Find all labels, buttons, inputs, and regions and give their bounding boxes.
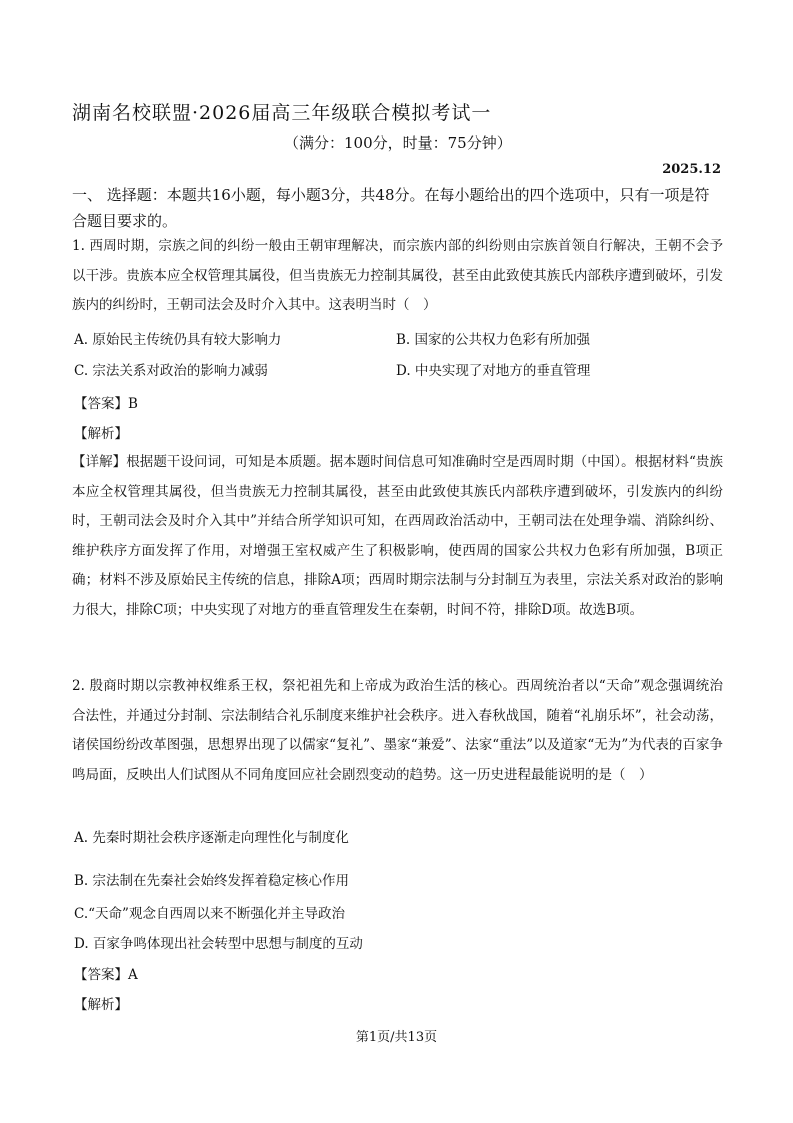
exam-title: 湖南名校联盟·2026届高三年级联合模拟考试一: [72, 102, 492, 124]
question-2-option-c: C.“天命”观念自西周以来不断强化并主导政治: [74, 906, 345, 922]
question-1-answer: 【答案】B: [74, 396, 138, 412]
question-1-detail: 【详解】根据题干设问词，可知是本质题。据本题时间信息可知准确时空是西周时期（中国）。根据材料“贵族本应全权管理其属役，但当贵族无力控制其属役，甚至由此致使其族氏内部秩序遭到破坏，引发族内的纠纷时，王朝司法会及时介入其中”并结合所学知识可知，在西周政治活动中，王朝司法在处理争端、消除纠纷、维护秩序方面发挥了作用，对增强王室权威产生了积极影响，使西周的国家公共权力色彩有所加强，B项正确；材料不涉及原始民主传统的信息，排除A项；西周时期宗法制与分封制互为表里，宗法关系对政治的影响力很大，排除C项；中央实现了对地方的垂直管理发生在秦朝，时间不符，排除D项。故选B项。: [72, 454, 723, 618]
question-1-option-d: D. 中央实现了对地方的垂直管理: [396, 363, 591, 379]
question-2-option-a: A. 先秦时期社会秩序逐渐走向理性化与制度化: [74, 830, 349, 846]
page-footer: 第1页/共13页: [355, 1030, 438, 1045]
question-2-option-d: D. 百家争鸣体现出社会转型中思想与制度的互动: [74, 936, 363, 952]
question-2-stem: 2. 殷商时期以宗教神权维系王权，祭祀祖先和上帝成为政治生活的核心。西周统治者以“天命”观念强调统治合法性，并通过分封制、宗法制结合礼乐制度来维护社会秩序。进入春秋战国，随着“礼崩乐坏”，社会动荡，诸侯国纷纷改革图强，思想界出现了以儒家“复礼”、墨家“兼爱”、法家“重法”以及道家“无为”为代表的百家争鸣局面，反映出人们试图从不同角度回应社会剧烈变动的趋势。这一历史进程最能说明的是（ ）: [72, 678, 723, 783]
section-heading: 一、 选择题：本题共16小题，每小题3分，共48分。在每小题给出的四个选项中，只有一项是符合题目要求的。: [72, 186, 710, 230]
exam-subtitle: （满分：100分，时量：75分钟）: [284, 134, 512, 152]
question-2-analysis-label: 【解析】: [74, 997, 128, 1013]
exam-date: 2025.12: [662, 162, 721, 177]
question-1-stem: 1. 西周时期，宗族之间的纠纷一般由王朝审理解决，而宗族内部的纠纷则由宗族首领自行解决，王朝不会予以干涉。贵族本应全权管理其属役，但当贵族无力控制其属役，甚至由此致使其族氏内部秩序遭到破坏，引发族内的纠纷时，王朝司法会及时介入其中。这表明当时（ ）: [72, 238, 723, 313]
question-1-option-b: B. 国家的公共权力色彩有所加强: [396, 332, 591, 348]
question-2-answer: 【答案】A: [74, 967, 138, 983]
question-1-option-c: C. 宗法关系对政治的影响力减弱: [74, 363, 268, 379]
question-1-analysis-label: 【解析】: [74, 426, 128, 442]
question-2-option-b: B. 宗法制在先秦社会始终发挥着稳定核心作用: [74, 873, 350, 889]
question-1-option-a: A. 原始民主传统仍具有较大影响力: [74, 332, 282, 348]
